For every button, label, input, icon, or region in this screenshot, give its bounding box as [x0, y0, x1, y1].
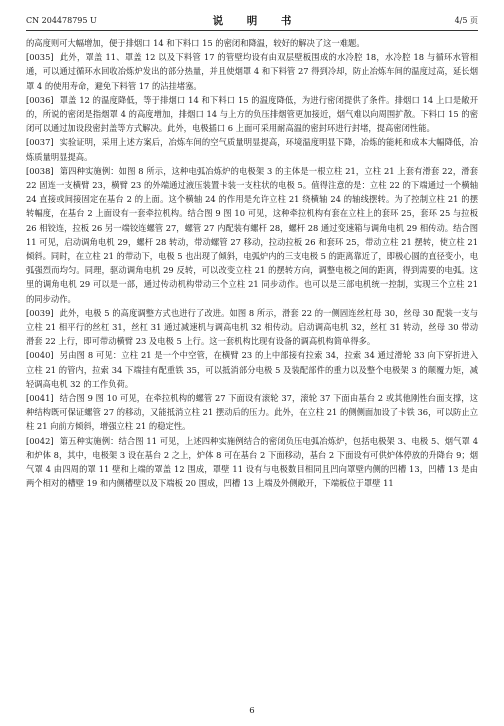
paragraph-number: [0039]: [26, 307, 54, 318]
paragraph-text: 实验证明，采用上述方案后，冶炼车间的空气质量明显提高，环境温度明显下降，冶炼的能耗和成本大幅降低，冶炼质量明显提高。: [26, 137, 478, 162]
document-body: [26, 36, 478, 700]
paragraph-number: [0038]: [26, 165, 54, 176]
paragraph-number: [0036]: [26, 94, 54, 105]
paragraph-0035: [26, 50, 478, 93]
paragraph-0038: [26, 164, 478, 306]
paragraph-number: [0037]: [26, 137, 54, 148]
paragraph-0039: [26, 306, 478, 349]
paragraph-number: [0040]: [26, 350, 54, 361]
paragraph-text: 罩盖 12 的温度降低，等于排烟口 14 和下料口 15 的温度降低，为进行密闭提供了条件。排烟口 14 上口是敞开的，所说的密闭是指烟罩 4 的高度增加，排烟口 14 与上方的负压排烟管更加接近，烟气难以向周围扩散。下料口 15 的密闭可以通过加设段密封盖等方式解决。此外，电极插口 6 上面可采用耐高温的密封环进行封堵，提高密闭性能。: [26, 94, 478, 134]
paragraph-text: 第五种实施例：结合图 11 可见，上述四种实施例结合的密闭负压电弧冶炼炉，包括电极架 3、电极 5、烟气罩 4 和炉体 8，其中，电极架 3 设在基台 2 之上，炉体 8 可在基台 2 下面移动，基台 2 下面设有可供炉体停放的升降台 9；烟气罩 4 由四周的罩 11 壁和上端的罩盖 12 围成，罩壁 11 设有与电极数目相同且凹向罩壁内侧的凹槽 13，凹槽 13 是由两个相对的槽壁 19 和内侧槽壁以及下端板 20 围成，凹槽 13 上端及外侧敞开，下端板位于罩壁 11: [26, 435, 478, 489]
paragraph-0041: [26, 391, 478, 434]
paragraph-text: 此外，罩盖 11、罩盖 12 以及下料管 17 的管壁均设有由双层壁板围成的水冷腔 18，水冷腔 18 与循环水管相通，可以通过循环水回收冶炼炉发出的部分热量，并且使烟罩 4 和下料管 27 得到冷却，防止冶炼车间的温度过高，延长烟罩 4 的使用寿命，避免下料管 17 的沾挂堵塞。: [26, 52, 478, 91]
paragraph-text: 此外，电极 5 的高度调整方式也进行了改进。如图 8 所示，滑套 22 的一侧固连丝杠母 30，丝母 30 配装一支与立柱 21 相平行的丝杠 31，丝杠 31 通过减速机与调高电机 32 相传动。启动调高电机 32，丝杠 31 转动，丝母 30 带动滑套 22 上行，即可带动横臂 23 及电极 5 上行。这一套机构比现有设备的调高机构简单得多。: [26, 307, 478, 347]
header-rule: [26, 30, 478, 31]
page-header: [26, 10, 478, 28]
paragraph-number: [0041]: [26, 393, 54, 404]
paragraph-0037: [26, 135, 478, 163]
paragraph-0042: [26, 434, 478, 491]
paragraph-0036: [26, 93, 478, 136]
page-count: 4/5 页: [454, 16, 478, 25]
paragraph-text: 第四种实施例：如图 8 所示，这种电弧冶炼炉的电极架 3 的主体是一根立柱 21，立柱 21 上套有滑套 22，滑套 22 固连一支横臂 23，横臂 23 的外端通过液压装置卡装一支柱状的电极 5。值得注意的是：立柱 22 的下端通过一个横轴 24 直接或间接固定在基台 2 的上面。这个横轴 24 的作用是允许立柱 21 绕横轴 24 的轴线摆转。为了控制立柱 21 的摆转幅度，在基台 2 上面设有一套牵拉机构。结合图 9 图 10 可见，这种牵拉机构有套在立柱上的套环 25，套环 25 与拉板 26 相铰连，拉板 26 另一端铰连螺管 27，螺管 27 内配装有螺杆 28，螺杆 28 通过变速箱与调角电机 29 相传动。结合图 11 可见，启动调角电机 29，螺杆 28 转动，带动螺管 27 移动，拉动拉板 26 和套环 25，带动立柱 21 摆转，使立柱 21 倾斜。同时，在立柱 21 的带动下，电极 5 也出现了倾斜，电弧炉内的三支电极 5 的距离靠近了，即极心圆的直径变小，电弧强烈而均匀。同理，驱动调角电机 29 反转，可以改变立柱 21 的摆转方向，调整电极之间的距离，得到需要的电弧。这里的调角电机 29 可以是一部，通过传动机构带动三个立柱 21 同步动作。也可以是三部电机统一控制，实现三个立柱 21 的同步动作。: [26, 165, 478, 304]
paragraph-text: 结合图 9 图 10 可见，在牵拉机构的螺管 27 下面设有滚轮 37，滚轮 37 下面由基台 2 或其他刚性台面支撑，这种结构既可保证螺管 27 的移动，又能抵消立柱 21 摆动后的压力。此外，在立柱 21 的侧侧面加设了卡铁 36，可以防止立柱 21 向前方倾斜，增强立柱 21 的稳定性。: [26, 393, 478, 432]
paragraph-continued: [26, 36, 478, 50]
paragraph-text: 的高度则可大幅增加，便于排烟口 14 和下料口 15 的密闭和降温，较好的解决了这一难题。: [26, 38, 365, 48]
paragraph-0040: [26, 348, 478, 391]
paragraph-text: 另由图 8 可见：立柱 21 是一个中空管，在横臂 23 的上中部接有拉索 34，拉索 34 通过滑轮 33 向下穿折进入立柱 21 的管内，拉索 34 下端挂有配重铁 35，可以抵消部分电极 5 及装配部件的重力以及整个电极架 3 的颠覆力矩，减轻调高电机 32 的工作负荷。: [26, 350, 478, 389]
paragraph-number: [0035]: [26, 52, 54, 63]
publication-number: CN 204478795 U: [26, 16, 97, 25]
page-number: 6: [249, 706, 255, 716]
document-title: 说 明 书: [212, 15, 302, 27]
paragraph-number: [0042]: [26, 435, 54, 446]
